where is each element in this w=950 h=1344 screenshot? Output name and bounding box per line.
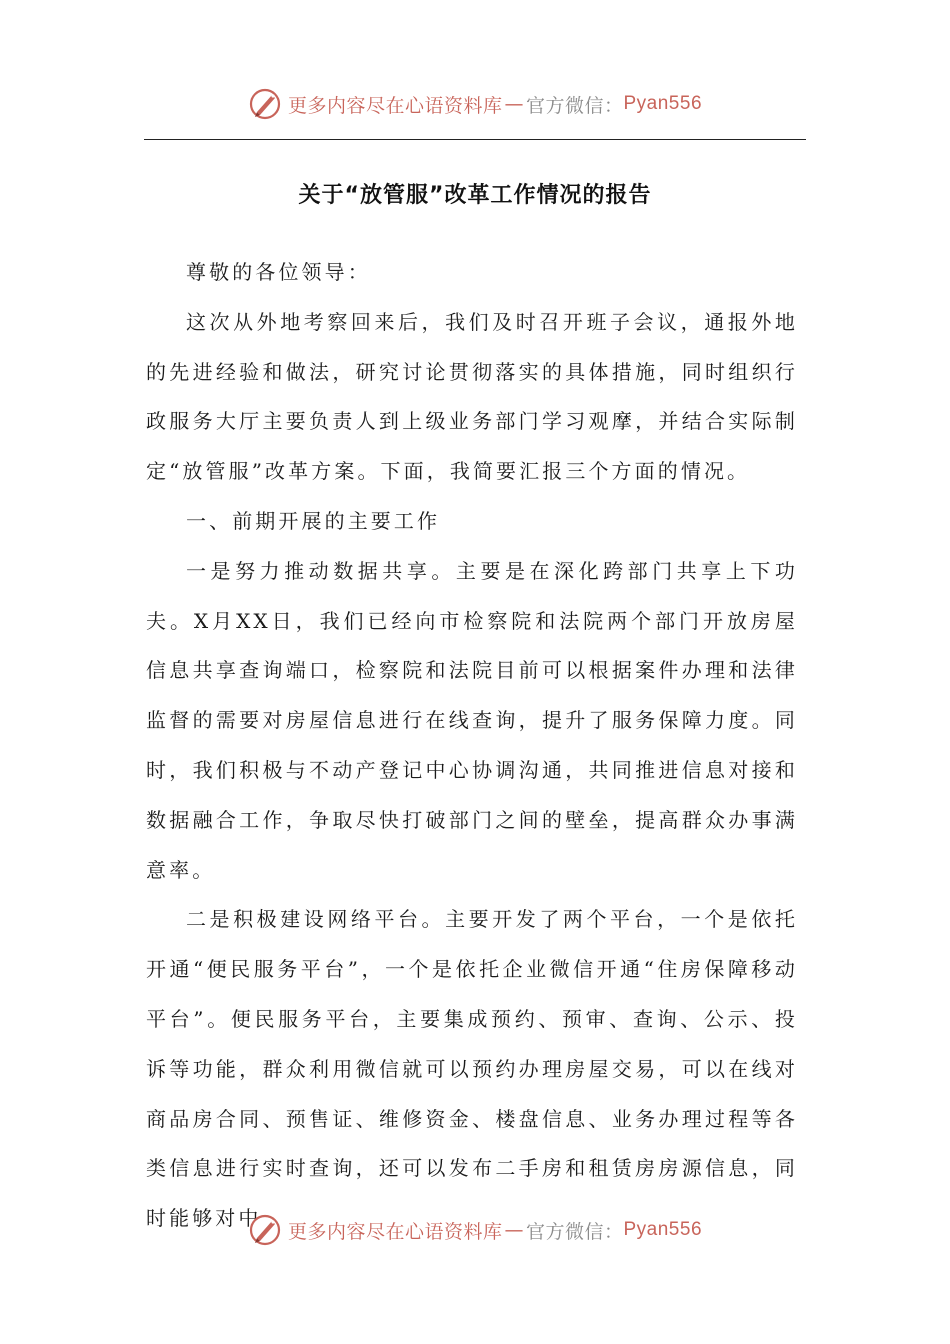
banner-separator: — xyxy=(504,1219,524,1241)
section-heading: 一、前期开展的主要工作 xyxy=(186,508,441,533)
paragraph-intro: 这次从外地考察回来后，我们及时召开班子会议，通报外地的先进经验和做法，研究讨论贯彻落实的具体措施，同时组织行政服务大厅主要负责人到上级业务部门学习观摩，并结合实际制定“放管服”改革方案。下面，我简要汇报三个方面的情况。 xyxy=(146,309,798,484)
pen-logo-icon xyxy=(248,1213,282,1247)
banner-brand-text: 更多内容尽在心语资料库 xyxy=(287,1220,503,1243)
banner-wechat-id: Pyan556 xyxy=(623,1219,703,1240)
document-title: 关于“放管服”改革工作情况的报告 xyxy=(298,183,652,208)
banner-wechat-id: Pyan556 xyxy=(623,93,703,114)
header-rule xyxy=(144,139,806,140)
salutation: 尊敬的各位领导： xyxy=(186,260,371,284)
footer-banner xyxy=(0,1210,950,1250)
pen-logo-icon xyxy=(248,87,282,121)
document-body xyxy=(146,248,798,1244)
header-banner xyxy=(0,84,950,124)
paragraph-network-platform: 二是积极建设网络平台。主要开发了两个平台，一个是依托开通“便民服务平台”，一个是依托企业微信开通“住房保障移动平台”。便民服务平台，主要集成预约、预审、查询、公示、投诉等功能，群众利用微信就可以预约办理房屋交易，可以在线对商品房合同、预售证、维修资金、楼盘信息、业务办理过程等各类信息进行实时查询，还可以发布二手房和租赁房房源信息，同时能够对中 xyxy=(146,907,798,1231)
banner-wechat-label: 官方微信： xyxy=(525,94,624,117)
banner-wechat-label: 官方微信： xyxy=(525,1220,624,1243)
paragraph-data-sharing: 一是努力推动数据共享。主要是在深化跨部门共享上下功夫。X月XX日，我们已经向市检察院和法院两个部门开放房屋信息共享查询端口，检察院和法院目前可以根据案件办理和法律监督的需要对房屋信息进行在线查询，提升了服务保障力度。同时，我们积极与不动产登记中心协调沟通，共同推进信息对接和数据融合工作，争取尽快打破部门之间的壁垒，提高群众办事满意率。 xyxy=(146,558,798,882)
banner-brand-text: 更多内容尽在心语资料库 xyxy=(287,94,503,117)
banner-separator: — xyxy=(504,93,524,115)
